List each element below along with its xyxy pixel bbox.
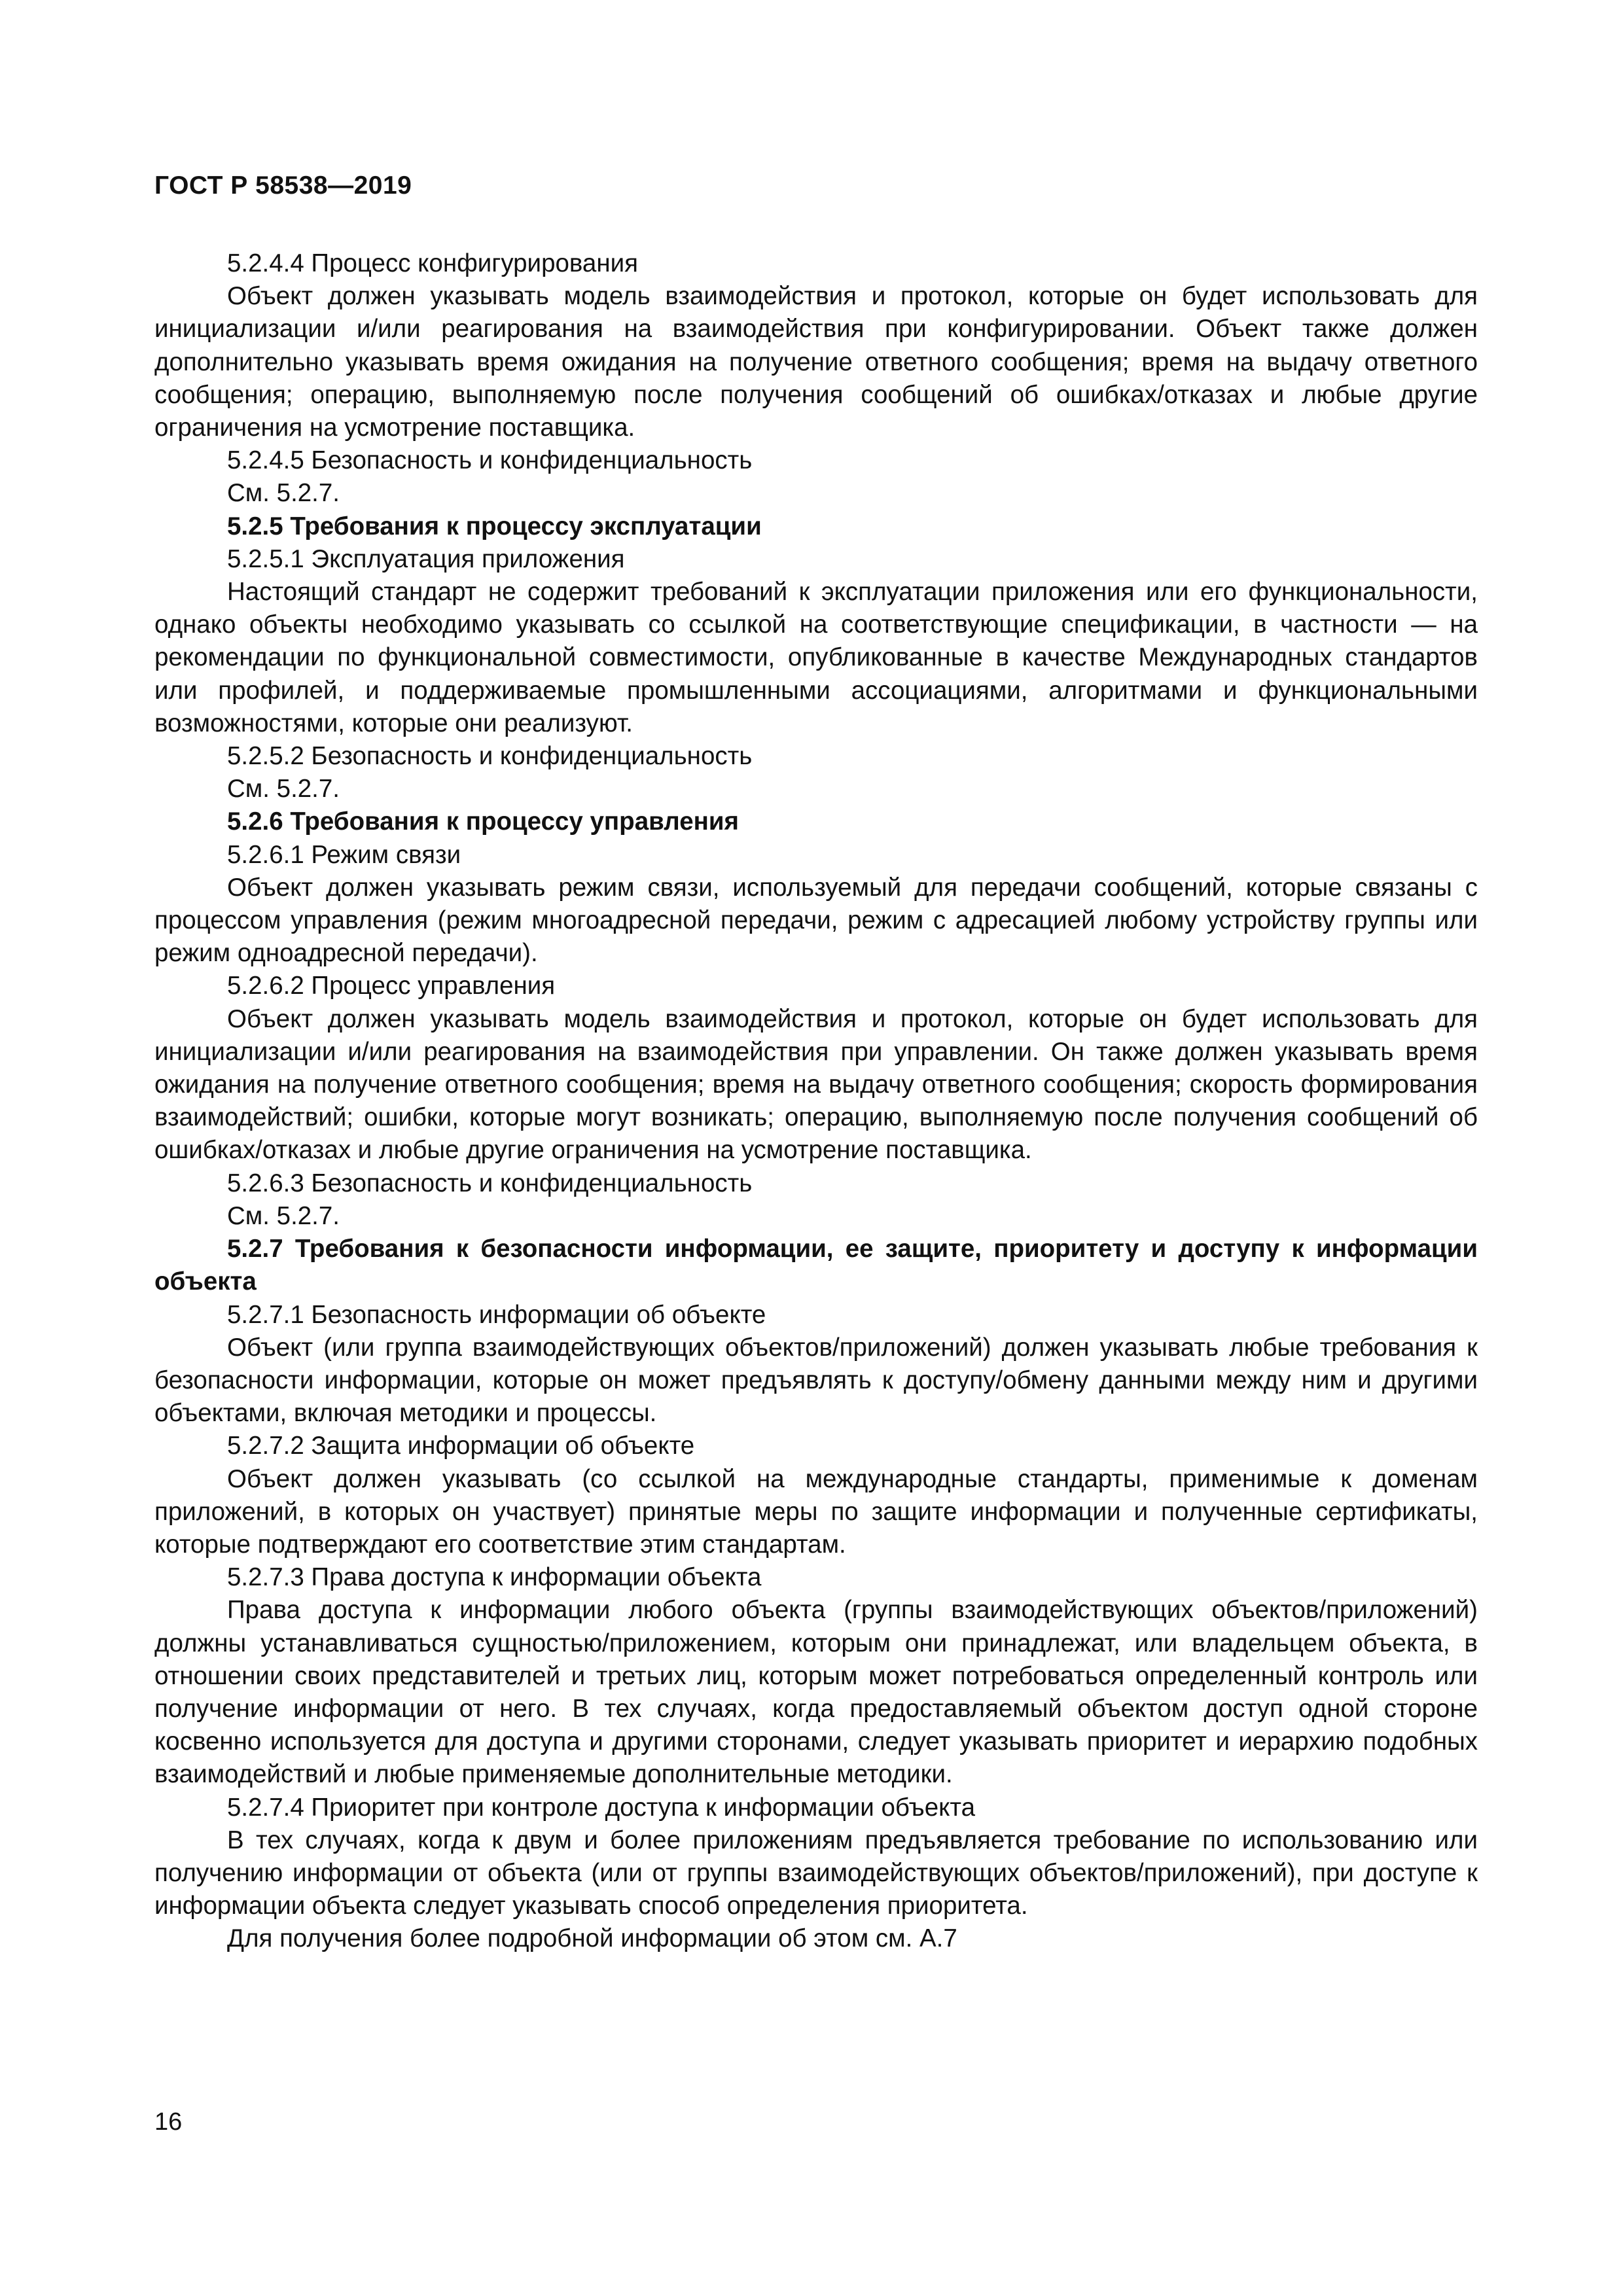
paragraph: Объект (или группа взаимодействующих объектов/приложений) должен указывать любые требования к безопасности информации, которые он может предъявлять к доступу/обмену данными между ним и другими объектами, включая методики и процессы. <box>154 1333 1478 1428</box>
document-body <box>154 247 1478 1956</box>
paragraph: См. 5.2.7. <box>227 775 340 804</box>
paragraph: 5.2.5.2 Безопасность и конфиденциальность <box>227 742 753 771</box>
page-number: 16 <box>154 2108 183 2136</box>
paragraph: 5.2.4.4 Процесс конфигурирования <box>227 249 638 277</box>
section-heading: 5.2.7 Требования к безопасности информации, ее защите, приоритету и доступу к информации объекта <box>154 1235 1478 1296</box>
paragraph: См. 5.2.7. <box>227 1201 340 1230</box>
paragraph: Объект должен указывать режим связи, используемый для передачи сообщений, которые связаны с процессом управления (режим многоадресной передачи, режим с адресацией любому устройству группы или режим одноадресной передачи). <box>154 873 1478 968</box>
paragraph: 5.2.4.5 Безопасность и конфиденциальность <box>227 446 753 475</box>
paragraph: Объект должен указывать модель взаимодействия и протокол, которые он будет использовать для инициализации и/или реагирования на взаимодействия при конфигурировании. Объект также должен дополнительно указывать время ожидания на получение ответного сообщения; время на выдачу ответного сообщения; операцию, выполняемую после получения сообщений об ошибках/отказах и любые другие ограничения на усмотрение поставщика. <box>154 282 1478 442</box>
paragraph: Для получения более подробной информации об этом см. А.7 <box>227 1924 957 1953</box>
paragraph: В тех случаях, когда к двум и более приложениям предъявляется требование по использованию или получению информации от объекта (или от группы взаимодействующих объектов/приложений), при доступе к информации объекта следует указывать способ определения приоритета. <box>154 1826 1478 1920</box>
paragraph: 5.2.6.1 Режим связи <box>227 840 461 869</box>
paragraph: 5.2.7.4 Приоритет при контроле доступа к информации объекта <box>227 1793 976 1822</box>
paragraph: 5.2.6.3 Безопасность и конфиденциальность <box>227 1169 753 1197</box>
paragraph: 5.2.5.1 Эксплуатация приложения <box>227 544 625 573</box>
paragraph: 5.2.7.3 Права доступа к информации объекта <box>227 1563 762 1592</box>
document-header-code: ГОСТ Р 58538—2019 <box>154 171 412 200</box>
paragraph: Объект должен указывать (со ссылкой на международные стандарты, применимые к доменам приложений, в которых он участвует) принятые меры по защите информации и полученные сертификаты, которые подтверждают его соответствие этим стандартам. <box>154 1464 1478 1559</box>
paragraph: Права доступа к информации любого объекта (группы взаимодействующих объектов/приложений) должны устанавливаться сущностью/приложением, которым они принадлежат, или владельцем объекта, в отношении своих представителей и третьих лиц, которым может потребоваться определенный контроль или получение информации от него. В тех случаях, когда предоставляемый объектом доступ одной стороне косвенно используется для доступа и другими сторонами, следует указывать приоритет и иерархию подобных взаимодействий и любые применяемые дополнительные методики. <box>154 1596 1478 1789</box>
paragraph: 5.2.7.2 Защита информации об объекте <box>227 1432 695 1460</box>
paragraph: 5.2.7.1 Безопасность информации об объекте <box>227 1300 766 1329</box>
paragraph: Объект должен указывать модель взаимодействия и протокол, которые он будет использовать для инициализации и/или реагирования на взаимодействия при управлении. Он также должен указывать время ожидания на получение ответного сообщения; время на выдачу ответного сообщения; скорость формирования взаимодействий; ошибки, которые могут возникать; операцию, выполняемую после получения сообщений об ошибках/отказах и любые другие ограничения на усмотрение поставщика. <box>154 1004 1478 1165</box>
paragraph: Настоящий стандарт не содержит требований к эксплуатации приложения или его функциональности, однако объекты необходимо указывать со ссылкой на соответствующие спецификации, в частности — на рекомендации по функциональной совместимости, опубликованные в качестве Международных стандартов или профилей, и поддерживаемые промышленными ассоциациями, алгоритмами и функциональными возможностями, которые они реализуют. <box>154 578 1478 737</box>
section-heading: 5.2.6 Требования к процессу управления <box>227 807 740 836</box>
paragraph: 5.2.6.2 Процесс управления <box>227 972 556 1000</box>
paragraph: См. 5.2.7. <box>227 479 340 508</box>
section-heading: 5.2.5 Требования к процессу эксплуатации <box>227 512 762 540</box>
